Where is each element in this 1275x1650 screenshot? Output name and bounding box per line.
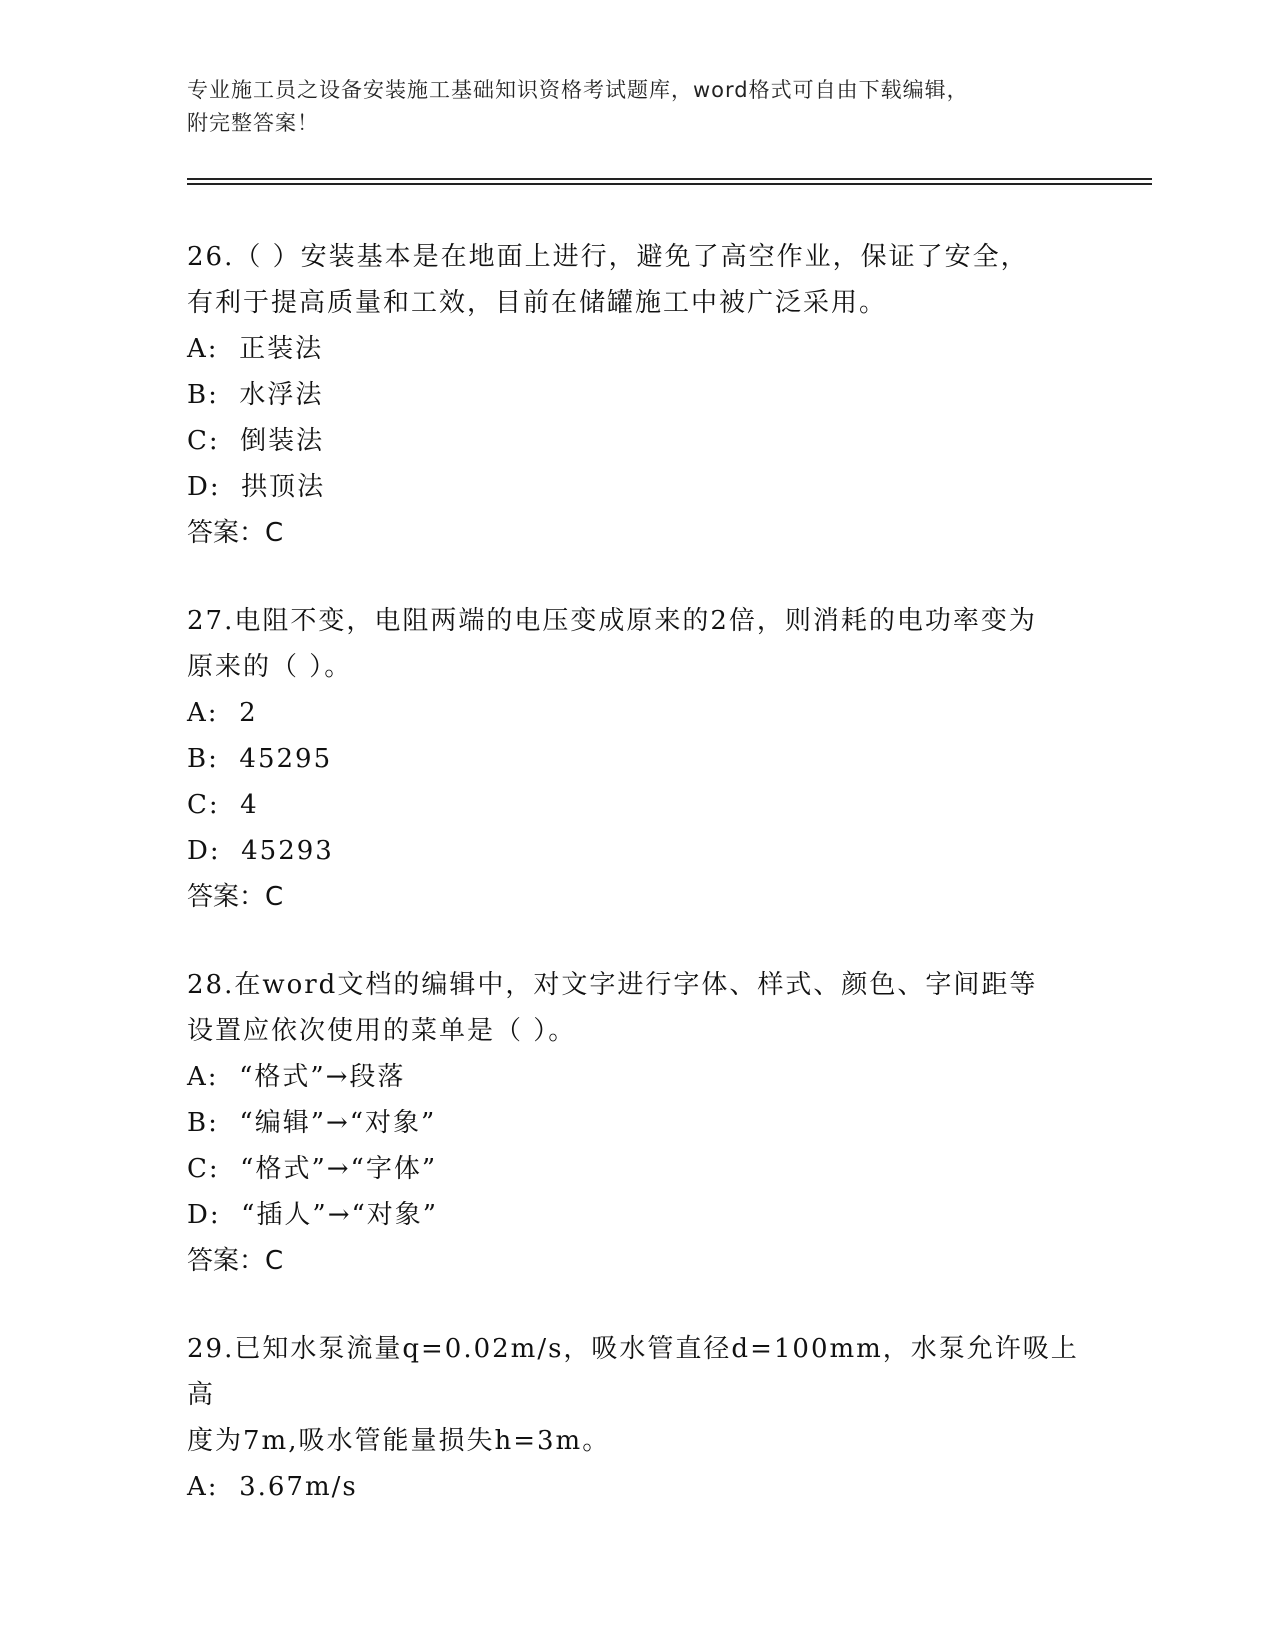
option-b: B: 45295 [187,744,333,774]
answer-line: 答案：C [187,1246,284,1276]
header-divider-bottom [187,183,1152,185]
option-a: A: 正装法 [187,334,324,364]
option-c: C: 4 [187,790,259,820]
answer-line: 答案：C [187,518,284,548]
option-c: C: “格式”→“字体” [187,1154,438,1184]
question-stem-line-2: 有利于提高质量和工效，目前在储罐施工中被广泛采用。 [187,288,888,318]
option-a: A: 2 [187,698,258,728]
option-d: D: 45293 [187,836,334,866]
question-stem-line-1: 29.已知水泵流量q=0.02m/s，吸水管直径d=100mm，水泵允许吸上高 [187,1334,1079,1410]
option-b: B: “编辑”→“对象” [187,1108,437,1138]
document-header [187,74,1087,140]
option-a: A: 3.67m/s [187,1472,358,1502]
question-stem-line-1: 28.在word文档的编辑中，对文字进行字体、样式、颜色、字间距等 [187,970,1038,1000]
question-stem-line-1: 26.（ ）安装基本是在地面上进行，避免了高空作业，保证了安全， [187,242,1029,272]
header-line-1: 专业施工员之设备安装施工基础知识资格考试题库，word格式可自由下载编辑， [187,78,969,102]
question-26 [187,234,1087,556]
question-stem-line-2: 度为7m,吸水管能量损失h=3m。 [187,1426,611,1456]
question-stem-line-1: 27.电阻不变，电阻两端的电压变成原来的2倍，则消耗的电功率变为 [187,606,1037,636]
option-d: D: “插人”→“对象” [187,1200,439,1230]
header-divider-top [187,178,1152,180]
question-stem-line-2: 设置应依次使用的菜单是（ ）。 [187,1016,577,1046]
header-line-2: 附完整答案！ [187,111,319,135]
question-28 [187,962,1087,1284]
option-b: B: 水浮法 [187,380,324,410]
question-27 [187,598,1087,920]
option-c: C: 倒装法 [187,426,325,456]
question-stem-line-2: 原来的（ ）。 [187,652,353,682]
option-d: D: 拱顶法 [187,472,326,502]
answer-line: 答案：C [187,882,284,912]
question-29 [187,1326,1087,1510]
option-a: A: “格式”→段落 [187,1062,406,1092]
